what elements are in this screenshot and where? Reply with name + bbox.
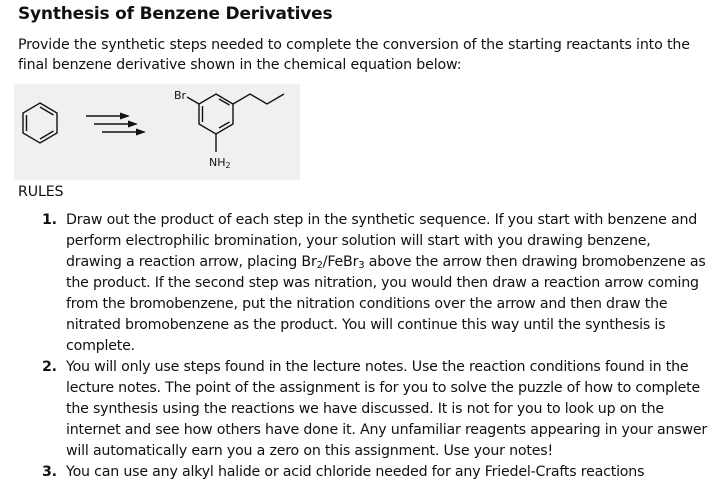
rules-heading: RULES bbox=[18, 184, 64, 200]
bromo-label: Br bbox=[174, 89, 187, 102]
reaction-scheme bbox=[14, 84, 300, 180]
rule-item bbox=[18, 210, 708, 357]
product-structure bbox=[187, 94, 284, 152]
instructions-paragraph: Provide the synthetic steps needed to complete the conversion of the starting reactants into the final benzene derivative shown in the chemical equation below: bbox=[18, 37, 690, 73]
rule-text: Draw out the product of each step in the synthetic sequence. If you start with benzene and perform electrophilic bromination, your solution will start with you drawing benzene, drawing a reaction arrow, placing $Br_2/FeBr_3$ above the arrow then drawing bromobenzene as the product. If the second step was nitration, you would then draw a reaction arrow coming from the bromobenzene, put the nitration conditions over the arrow and then draw the nitrated bromobenzene as the product. You will continue this way until the synthesis is complete. bbox=[66, 212, 706, 354]
benzene-structure bbox=[23, 103, 57, 143]
rule-number: 2. bbox=[42, 359, 57, 375]
rule-item bbox=[18, 357, 708, 462]
page-title: Synthesis of Benzene Derivatives bbox=[18, 4, 333, 24]
rule-number: 1. bbox=[42, 212, 57, 228]
rule-number: 3. bbox=[42, 464, 57, 480]
amino-label: NH2 bbox=[209, 156, 231, 170]
multistep-reaction-arrow bbox=[86, 113, 146, 136]
rule-text: You can use any alkyl halide or acid chloride needed for any Friedel-Crafts reactions bbox=[66, 464, 645, 480]
rule-text: You will only use steps found in the lecture notes. Use the reaction conditions found in the lecture notes. The point of the assignment is for you to solve the puzzle of how to complete the synthesis using the reactions we have discussed. It is not for you to look up on the internet and see how others have done it. Any unfamiliar reagents appearing in your answer will automatically earn you a zero on this assignment. Use your notes! bbox=[66, 359, 708, 459]
rule-item bbox=[18, 462, 708, 483]
rules-list bbox=[18, 210, 708, 483]
